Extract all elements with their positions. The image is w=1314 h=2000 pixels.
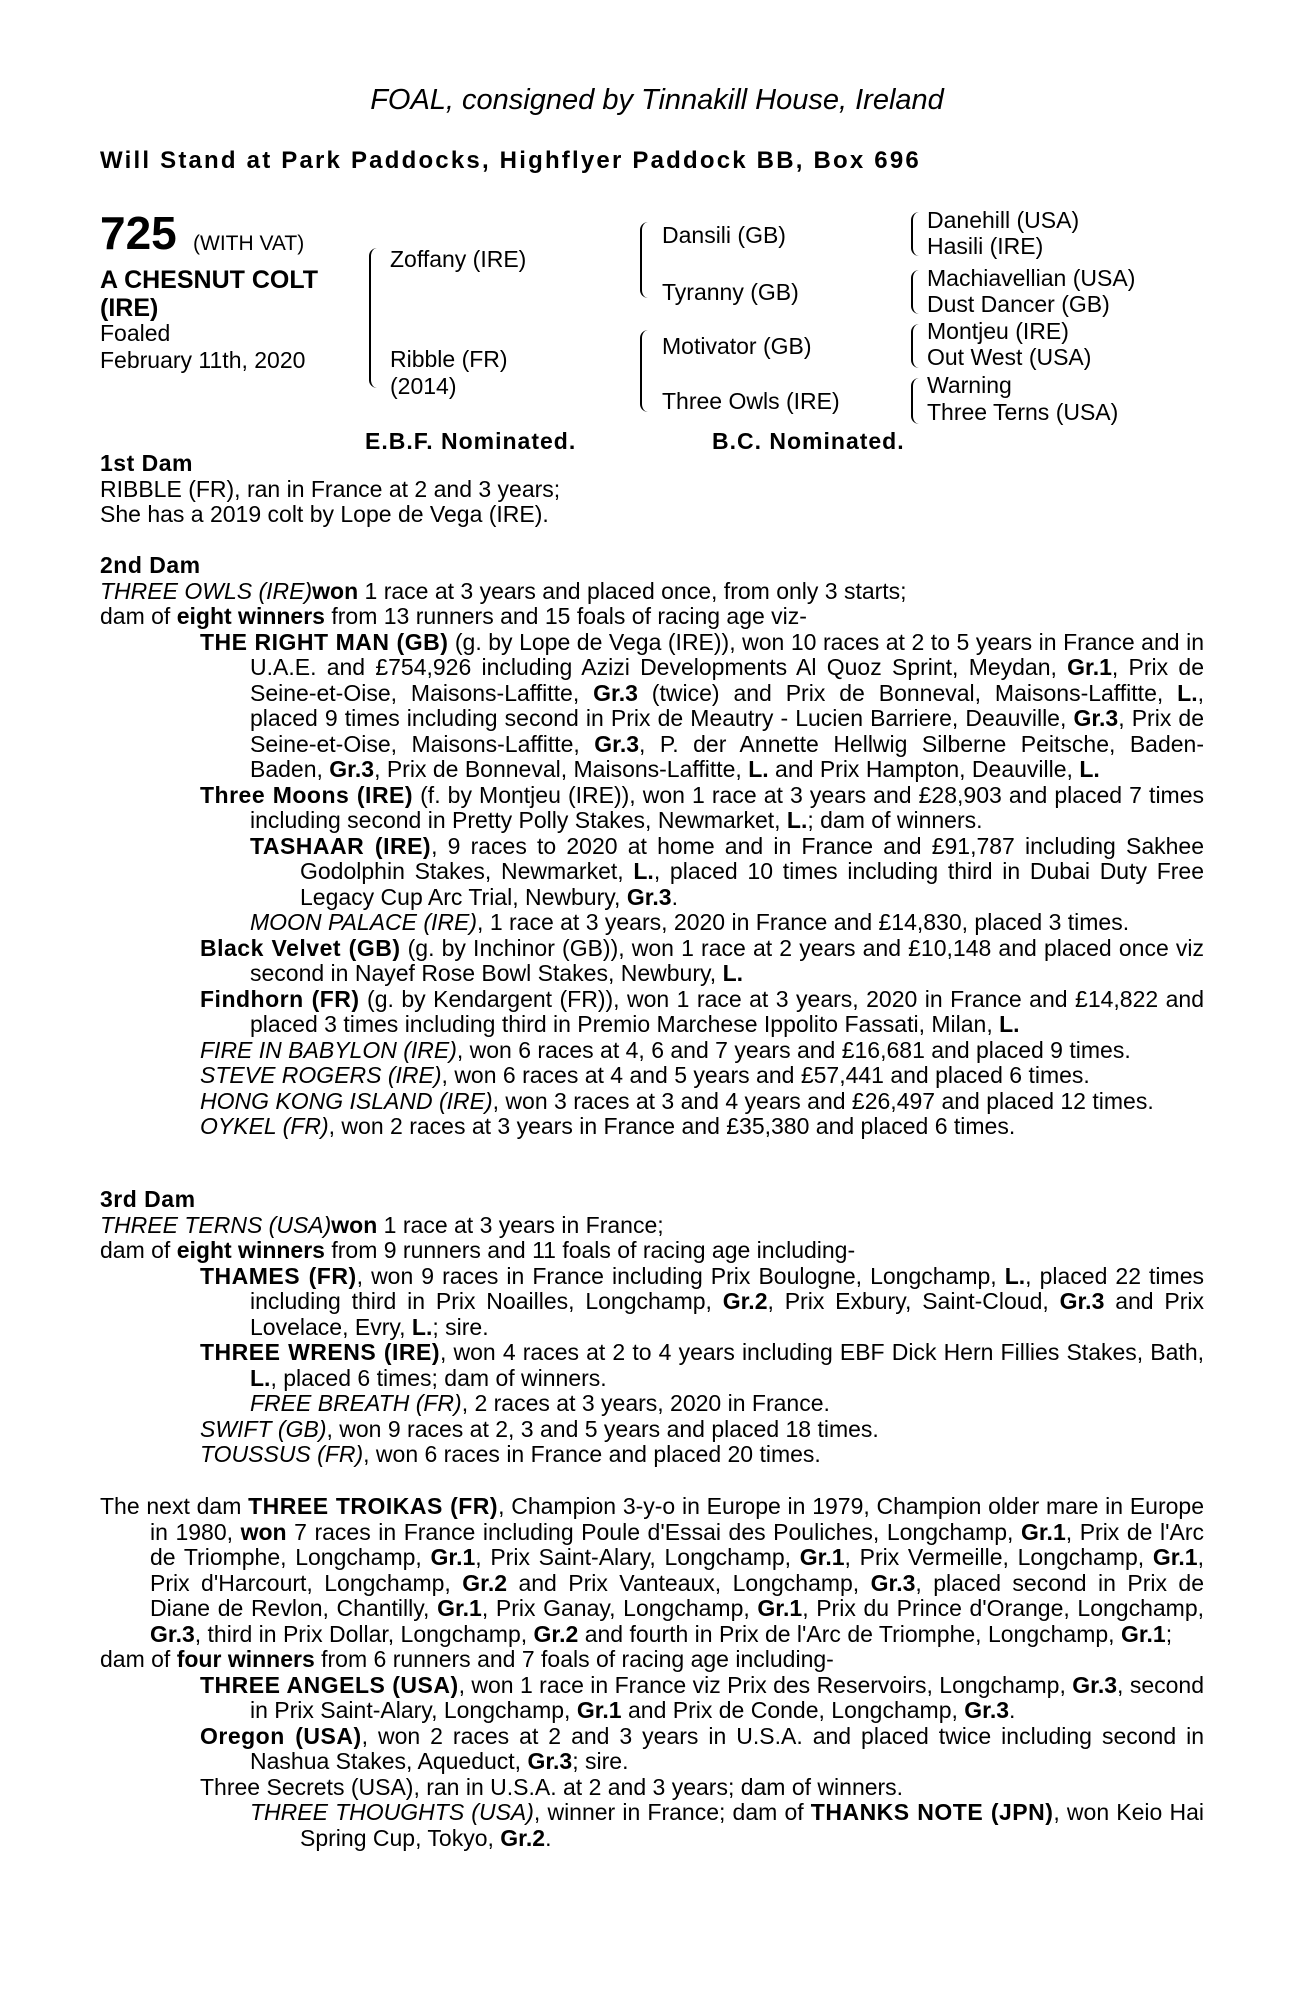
grade: L.	[633, 858, 654, 884]
entry-text: , won 6 races at 4 and 5 years and £57,441 and placed 6 times.	[441, 1062, 1090, 1088]
entry-text: , P. der Annette Hellwig Silberne Peitsche, Baden-Baden,	[250, 730, 1205, 782]
grade: Gr.3	[870, 1569, 916, 1596]
fourth-dam-produce-summary	[100, 1647, 1204, 1673]
lot-sex-line2: (IRE)	[100, 294, 159, 322]
entry-text: , placed 22 times including third in Prix Noailles, Longchamp,	[250, 1262, 1204, 1314]
pedigree-dam: Ribble (FR)	[390, 346, 508, 372]
pedigree-brace-g3-4	[911, 378, 921, 424]
dam-name: THREE TERNS (USA)	[100, 1211, 332, 1238]
won-label: won	[240, 1518, 287, 1545]
grade: Gr.1	[576, 1697, 622, 1723]
intro-text: The next dam	[100, 1493, 249, 1519]
entry-text: , won 6 races at 4, 6 and 7 years and £16,681 and placed 9 times.	[456, 1036, 1131, 1063]
entry-text: (f. by Montjeu (IRE)), won 1 race at 3 years and £28,903 and placed 7 times including second in Pretty Polly Stakes, Newmarket,	[250, 781, 1205, 833]
entry-text: , Champion 3-y-o in Europe in 1979, Champion older mare in Europe in 1980,	[150, 1493, 1204, 1545]
entry-text: 7 races in France including Poule d'Essai des Pouliches, Longchamp,	[286, 1518, 1021, 1545]
produce-entry	[100, 1063, 1204, 1089]
entry-text: ; sire.	[432, 1313, 489, 1340]
record-text: 1 race at 3 years and placed once, from only 3 starts;	[358, 577, 907, 604]
grade: Gr.1	[1067, 654, 1112, 680]
grade: Gr.3	[1059, 1288, 1105, 1314]
horse-name: TASHAAR (IRE)	[250, 832, 432, 859]
winners-rest: from 6 runners and 7 foals of racing age including-	[314, 1646, 834, 1672]
pedigree-sire-dam: Tyranny (GB)	[662, 279, 799, 305]
horse-name: Oregon (USA)	[200, 1722, 362, 1749]
entry-text: , won 2 races at 2 and 3 years in U.S.A. and placed twice including second in Nashua Stakes, Aqueduct,	[250, 1722, 1204, 1774]
lot-number: 725	[100, 207, 177, 259]
horse-name: Findhorn (FR)	[200, 985, 360, 1012]
entry-text: , won Keio Hai Spring Cup, Tokyo,	[300, 1799, 1204, 1851]
won-label: won	[312, 577, 359, 604]
horse-name: Three Moons (IRE)	[200, 781, 414, 808]
entry-text: (g. by Inchinor (GB)), won 1 race at 2 years and £10,148 and placed once viz second in Nayef Rose Bowl Stakes, Newbury,	[250, 934, 1204, 986]
pedigree-ssd: Hasili (IRE)	[927, 233, 1044, 259]
lot-description	[100, 266, 318, 322]
entry-text: and Prix Vanteaux, Longchamp,	[507, 1569, 871, 1596]
grade: L.	[1004, 1262, 1026, 1289]
entry-text: (g. by Kendargent (FR)), won 1 race at 3 years, 2020 in France and £14,822 and placed 3 times including third in Premio Marchese Ippolito Fassati, Milan,	[250, 985, 1205, 1037]
third-dam-produce-summary	[100, 1238, 1204, 1264]
pedigree-dam-sire: Motivator (GB)	[662, 333, 812, 359]
grade: Gr.3	[150, 1620, 195, 1647]
entry-text: , Prix de l'Arc de Triomphe, Longchamp,	[150, 1518, 1204, 1570]
pedigree-dsd: Out West (USA)	[927, 344, 1092, 370]
grade: Gr.1	[757, 1595, 803, 1621]
third-dam-heading: 3rd Dam	[100, 1186, 196, 1212]
entry-text: , won 9 races in France including Prix Boulogne, Longchamp,	[356, 1262, 1005, 1289]
stand-location: Will Stand at Park Paddocks, Highflyer Paddock BB, Box 696	[100, 147, 921, 174]
ebf-nominated: E.B.F. Nominated.	[365, 428, 577, 454]
produce-entry	[100, 834, 1204, 911]
entry-text: and Prix de Conde, Longchamp,	[621, 1697, 965, 1723]
horse-name: Black Velvet (GB)	[200, 934, 401, 961]
horse-name: THREE WRENS (IRE)	[200, 1339, 440, 1365]
grade: Gr.3	[964, 1697, 1010, 1723]
pedigree-brace-sire	[640, 222, 652, 298]
grade: Gr.2	[533, 1620, 579, 1647]
entry-text: , Prix Vermeille, Longchamp,	[844, 1544, 1153, 1570]
grade: Gr.1	[430, 1544, 476, 1570]
winners-count: four winners	[176, 1646, 315, 1672]
entry-text: ; sire.	[572, 1748, 629, 1774]
horse-name: THREE ANGELS (USA)	[200, 1671, 459, 1698]
catalogue-title: FOAL, consigned by Tinnakill House, Ireland	[370, 84, 944, 116]
horse-name: STEVE ROGERS (IRE)	[200, 1062, 442, 1088]
produce-entry	[100, 910, 1204, 936]
produce-entry	[100, 783, 1204, 834]
winners-count: eight winners	[176, 603, 325, 629]
pedigree-sds: Machiavellian (USA)	[927, 265, 1136, 291]
entry-text: , 9 races to 2020 at home and in France and £91,787 including Sakhee Godolphin Stakes, Newmarket,	[300, 832, 1204, 884]
fourth-dam-section	[100, 1494, 1204, 1851]
grade: Gr.3	[626, 883, 672, 910]
entry-text: , 1 race at 3 years, 2020 in France and £14,830, placed 3 times.	[477, 909, 1130, 935]
horse-name: SWIFT (GB)	[200, 1415, 327, 1442]
entry-text: ;	[1165, 1620, 1173, 1647]
produce-entry	[100, 1264, 1204, 1341]
entry-text: , won 6 races in France and placed 20 times.	[363, 1441, 821, 1467]
entry-text: , Prix de Seine-et-Oise, Maisons-Laffitte,	[250, 654, 1204, 706]
horse-name: OYKEL (FR)	[200, 1113, 329, 1139]
produce-entry	[100, 1673, 1204, 1724]
entry-text: , second in Prix Saint-Alary, Longchamp,	[250, 1671, 1204, 1723]
entry-text: .	[671, 883, 678, 910]
lot-sex-line1: A CHESNUT COLT	[100, 266, 319, 294]
first-dam-line1: RIBBLE (FR), ran in France at 2 and 3 years;	[100, 475, 561, 502]
entry-text: , Prix de Seine-et-Oise, Maisons-Laffitte,	[250, 705, 1204, 757]
grade: L.	[722, 960, 744, 986]
pedigree-dam-year: (2014)	[390, 373, 457, 399]
horse-name: FIRE IN BABYLON (IRE)	[200, 1036, 457, 1063]
horse-name: HONG KONG ISLAND (IRE)	[200, 1087, 493, 1114]
pedigree-brace-g3-2	[911, 270, 921, 314]
pedigree-sss: Danehill (USA)	[927, 207, 1080, 233]
grade: L.	[748, 756, 769, 782]
entry-text: , won 3 races at 3 and 4 years and £26,497 and placed 12 times.	[492, 1087, 1154, 1114]
grade: L.	[411, 1313, 433, 1340]
produce-entry	[100, 1724, 1204, 1775]
pedigree-dss: Montjeu (IRE)	[927, 318, 1069, 344]
pedigree-sdd: Dust Dancer (GB)	[927, 291, 1110, 317]
produce-entry	[100, 1340, 1204, 1391]
entry-text: , Prix d'Harcourt, Longchamp,	[150, 1544, 1204, 1596]
second-dam-record	[100, 579, 1204, 605]
entry-text: .	[545, 1824, 552, 1851]
second-dam-heading: 2nd Dam	[100, 552, 201, 578]
entry-text: , placed 6 times; dam of winners.	[270, 1364, 607, 1391]
pedigree-brace-dam	[640, 330, 652, 412]
produce-entry	[100, 1089, 1204, 1115]
produce-entry: Three Secrets (USA), ran in U.S.A. at 2 and 3 years; dam of winners.	[200, 1773, 904, 1800]
grade: Gr.3	[329, 756, 375, 782]
pedigree-sire: Zoffany (IRE)	[390, 246, 527, 272]
produce-entry	[100, 1391, 1204, 1417]
dam-name: THREE OWLS (IRE)	[100, 577, 313, 604]
produce-entry	[100, 1442, 1204, 1468]
entry-text: , placed 9 times including second in Prix de Meautry - Lucien Barriere, Deauville,	[250, 679, 1204, 731]
horse-name: MOON PALACE (IRE)	[250, 909, 478, 935]
grade: Gr.2	[462, 1569, 508, 1596]
first-dam-section	[100, 451, 1204, 528]
entry-text: , Prix du Prince d'Orange, Longchamp,	[802, 1595, 1204, 1621]
horse-name: TOUSSUS (FR)	[200, 1441, 364, 1467]
winners-rest: from 9 runners and 11 foals of racing age including-	[324, 1237, 856, 1263]
winners-count: eight winners	[176, 1237, 325, 1263]
dam-of-label: dam of	[100, 603, 177, 629]
pedigree-brace-g3-1	[911, 212, 921, 256]
entry-text: , won 9 races at 2, 3 and 5 years and placed 18 times.	[326, 1415, 879, 1442]
entry-text: , Prix Exbury, Saint-Cloud,	[767, 1288, 1060, 1314]
entry-text: , Prix Saint-Alary, Longchamp,	[475, 1544, 800, 1570]
fourth-dam-record	[100, 1494, 1204, 1647]
entry-text: and Prix Lovelace, Evry,	[250, 1288, 1204, 1340]
entry-text: , won 4 races at 2 to 4 years including EBF Dick Hern Fillies Stakes, Bath,	[439, 1339, 1205, 1365]
produce-entry	[100, 936, 1204, 987]
pedigree-brace-gen1	[369, 248, 381, 388]
winners-rest: from 13 runners and 15 foals of racing age viz-	[324, 603, 807, 629]
grade: Gr.1	[1152, 1544, 1198, 1570]
grade: Gr.2	[722, 1288, 768, 1314]
pedigree-ddd: Three Terns (USA)	[927, 399, 1119, 425]
horse-name: THANKS NOTE (JPN)	[810, 1799, 1054, 1825]
dam-of-label: dam of	[100, 1646, 177, 1672]
entry-text: , Prix Ganay, Longchamp,	[481, 1595, 758, 1621]
entry-text: (twice) and Prix de Bonneval, Maisons-Laffitte,	[637, 679, 1178, 706]
pedigree-brace-g3-3	[911, 324, 921, 368]
horse-name: THAMES (FR)	[200, 1262, 357, 1289]
grade: Gr.1	[437, 1595, 482, 1621]
entry-text: , placed 10 times including third in Dubai Duty Free Legacy Cup Arc Trial, Newbury,	[300, 858, 1204, 910]
horse-name: THREE THOUGHTS (USA)	[250, 1799, 534, 1825]
record-text: 1 race at 3 years in France;	[377, 1211, 664, 1238]
foaled-info	[100, 320, 305, 374]
pedigree-dam-dam: Three Owls (IRE)	[662, 388, 840, 414]
bc-nominated: B.C. Nominated.	[712, 428, 905, 454]
entry-text: and Prix Hampton, Deauville,	[768, 756, 1080, 782]
dam-of-label: dam of	[100, 1237, 177, 1263]
won-label: won	[331, 1211, 378, 1238]
entry-text: , winner in France; dam of	[533, 1799, 811, 1825]
grade: Gr.3	[593, 679, 638, 706]
entry-text: (g. by Lope de Vega (IRE)), won 10 races at 2 to 5 years in France and in U.A.E. and £754,926 including Azizi Developments Al Quoz Sprint, Meydan,	[250, 628, 1204, 680]
produce-entry	[100, 1800, 1204, 1851]
third-dam-section	[100, 1187, 1204, 1468]
produce-entry	[100, 1038, 1204, 1064]
grade: L.	[1079, 756, 1100, 782]
pedigree-sire-sire: Dansili (GB)	[662, 222, 786, 248]
second-dam-produce-summary	[100, 604, 1204, 630]
entry-text: , won 2 races at 3 years in France and £35,380 and placed 6 times.	[328, 1113, 1016, 1139]
pedigree-dds: Warning	[927, 372, 1012, 398]
grade: L.	[1177, 679, 1198, 706]
grade: Gr.3	[1073, 705, 1119, 731]
produce-entry	[100, 630, 1204, 783]
grade: Gr.1	[1020, 1518, 1066, 1545]
grade: L.	[786, 807, 808, 833]
grade: Gr.2	[500, 1824, 546, 1851]
produce-entry	[100, 1417, 1204, 1443]
entry-text: and fourth in Prix de l'Arc de Triomphe, Longchamp,	[578, 1620, 1121, 1647]
foaled-label: Foaled	[100, 320, 171, 346]
entry-text: .	[1009, 1697, 1016, 1723]
grade: Gr.1	[799, 1544, 845, 1570]
entry-text: , placed second in Prix de Diane de Revlon, Chantilly,	[150, 1569, 1204, 1621]
entry-text: , won 1 race in France viz Prix des Reservoirs, Longchamp,	[458, 1671, 1073, 1698]
dam-name: THREE TROIKAS (FR)	[248, 1493, 499, 1519]
entry-text: , Prix de Bonneval, Maisons-Laffitte,	[374, 756, 749, 782]
first-dam-heading: 1st Dam	[100, 450, 193, 476]
second-dam-section	[100, 553, 1204, 1140]
entry-text: ; dam of winners.	[807, 807, 983, 833]
first-dam-line2: She has a 2019 colt by Lope de Vega (IRE).	[100, 501, 549, 527]
grade: L.	[999, 1011, 1020, 1037]
horse-name: THE RIGHT MAN (GB)	[200, 628, 449, 655]
grade: Gr.3	[1072, 1671, 1118, 1698]
vat-note: (WITH VAT)	[193, 232, 305, 255]
entry-text: , 2 races at 3 years, 2020 in France.	[461, 1390, 830, 1416]
produce-entry	[100, 1114, 1204, 1140]
entry-text: , third in Prix Dollar, Longchamp,	[194, 1620, 534, 1647]
foaled-date: February 11th, 2020	[100, 347, 306, 373]
grade: Gr.3	[527, 1748, 573, 1774]
grade: Gr.3	[594, 730, 640, 757]
horse-name: FREE BREATH (FR)	[250, 1390, 462, 1416]
grade: L.	[250, 1364, 271, 1391]
third-dam-record	[100, 1213, 1204, 1239]
grade: Gr.1	[1120, 1620, 1166, 1647]
produce-entry	[100, 987, 1204, 1038]
